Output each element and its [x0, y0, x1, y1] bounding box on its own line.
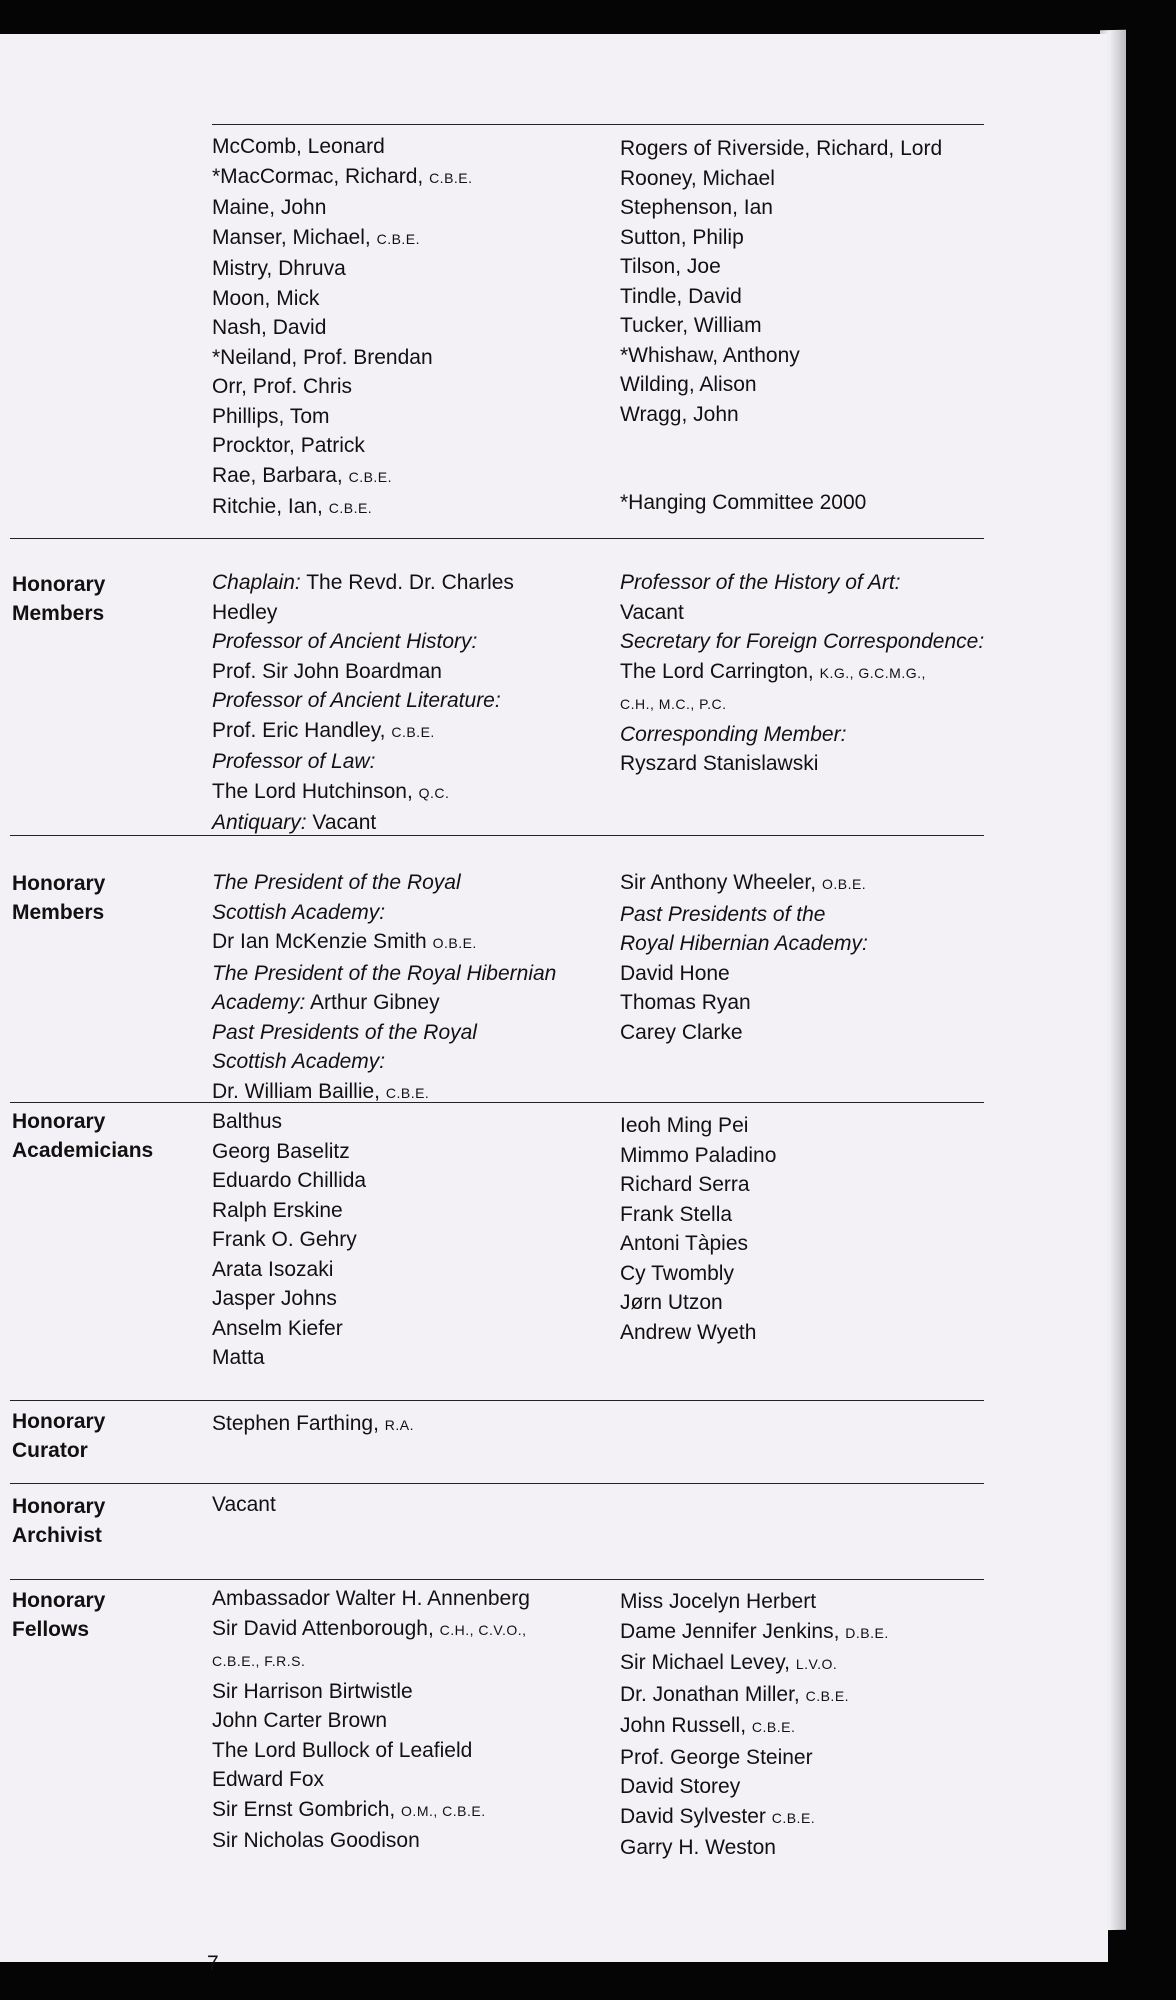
list-item — [620, 1200, 1020, 1230]
role-title: The President of the Royal Hibernian — [212, 961, 557, 985]
section-divider — [10, 538, 984, 539]
member-name: Ieoh Ming Pei — [620, 1114, 749, 1137]
list-item — [620, 959, 1020, 989]
list-item — [212, 431, 612, 461]
list-item — [620, 720, 1020, 750]
list-item — [212, 747, 612, 777]
honours-suffix: C.H., M.C., P.C. — [620, 696, 727, 712]
honours-suffix: C.B.E. — [805, 1687, 850, 1704]
member-name: *Whishaw, Anthony — [620, 343, 800, 367]
section-label: Honorary Archivist — [12, 1495, 106, 1547]
honours-suffix: O.B.E. — [821, 876, 867, 892]
list-item — [620, 900, 1020, 930]
honours-suffix: C.B.E., F.R.S. — [212, 1653, 306, 1669]
role-title: Secretary for Foreign Correspondence: — [620, 630, 985, 653]
honours-suffix: C.B.E. — [391, 723, 435, 740]
member-name: The Lord Bullock of Leafield — [212, 1738, 473, 1762]
list-item — [620, 1318, 1020, 1348]
list-item — [212, 868, 612, 898]
honours-suffix: L.V.O. — [795, 1656, 838, 1672]
list-item — [620, 1111, 1020, 1141]
list-item — [620, 1711, 1020, 1743]
member-name: Antoni Tàpies — [620, 1232, 749, 1255]
right-column — [620, 1587, 1020, 1863]
honours-suffix: D.B.E. — [845, 1624, 889, 1641]
section-label: Honorary Fellows — [12, 1589, 106, 1641]
member-name: Hedley — [212, 600, 278, 624]
list-item — [212, 1077, 612, 1109]
member-name: Maine, John — [212, 196, 327, 219]
honours-suffix: Q.C. — [418, 784, 450, 801]
member-name: Dr Ian McKenzie Smith — [212, 930, 433, 953]
member-name: Wragg, John — [620, 402, 739, 426]
member-name: *MacCormac, Richard, — [212, 164, 430, 188]
list-item — [212, 492, 612, 524]
list-item — [620, 400, 1020, 430]
list-item — [620, 311, 1020, 341]
list-item — [212, 1166, 612, 1196]
list-item — [212, 1018, 612, 1048]
left-column — [212, 1490, 612, 1520]
list-item — [620, 1743, 1020, 1773]
honours-suffix: C.B.E. — [376, 230, 421, 247]
list-item — [620, 749, 1020, 779]
left-column — [212, 868, 612, 1108]
member-name: John Russell, — [620, 1714, 752, 1737]
list-item — [212, 1584, 612, 1614]
list-item — [212, 898, 612, 928]
role-title: Antiquary: — [212, 811, 307, 834]
right-column — [620, 868, 1020, 1047]
list-item — [212, 1706, 612, 1736]
member-name: Edward Fox — [212, 1768, 325, 1791]
member-name: Georg Baselitz — [212, 1139, 350, 1163]
section-divider — [10, 1400, 984, 1401]
member-name: Frank O. Gehry — [212, 1228, 357, 1251]
member-name: Sir Ernst Gombrich, — [212, 1797, 402, 1821]
member-name: David Storey — [620, 1775, 741, 1798]
list-item — [620, 370, 1020, 400]
right-column — [620, 1111, 1020, 1347]
list-item — [212, 223, 612, 255]
list-item — [212, 598, 612, 628]
member-name: Rae, Barbara, — [212, 463, 349, 487]
list-item — [620, 688, 1020, 720]
list-item — [620, 1617, 1020, 1649]
list-item — [620, 1648, 1020, 1680]
member-name: Ritchie, Ian, — [212, 495, 329, 518]
member-name: Prof. Sir John Boardman — [212, 659, 442, 683]
role-title: Professor of Law: — [212, 750, 376, 773]
list-item — [212, 1677, 612, 1707]
left-column — [212, 1107, 612, 1373]
list-item — [620, 1170, 1020, 1200]
honours-suffix: C.B.E. — [771, 1809, 816, 1826]
member-name: *Hanging Committee 2000 — [620, 491, 867, 514]
section-label: Honorary Members — [12, 872, 106, 924]
member-name: Moon, Mick — [212, 286, 320, 310]
section-label: Honorary Academicians — [12, 1110, 154, 1162]
honours-suffix: O.B.E. — [432, 935, 477, 951]
member-name: Jørn Utzon — [620, 1291, 723, 1314]
honours-suffix: C.H., C.V.O., — [439, 1621, 527, 1638]
list-item — [620, 134, 1020, 164]
left-column — [212, 132, 612, 524]
member-name: Vacant — [306, 811, 377, 834]
list-item — [620, 1229, 1020, 1259]
list-item — [620, 1802, 1020, 1834]
section-divider — [212, 124, 984, 125]
list-item — [212, 1107, 612, 1137]
role-title: Professor of Ancient Literature: — [212, 689, 501, 712]
list-item — [212, 132, 612, 162]
list-item — [620, 868, 1020, 900]
list-item — [620, 988, 1020, 1018]
member-name: Mistry, Dhruva — [212, 257, 346, 280]
member-name: Orr, Prof. Chris — [212, 375, 353, 398]
honours-suffix: C.B.E. — [348, 468, 393, 485]
role-title: Past Presidents of the — [620, 902, 826, 926]
list-item — [212, 627, 612, 657]
list-item — [212, 1343, 612, 1373]
member-name: Ambassador Walter H. Annenberg — [212, 1587, 530, 1610]
member-name: Prof. Eric Handley, — [212, 718, 392, 742]
list-item — [212, 343, 612, 373]
list-item — [212, 1795, 612, 1827]
member-name: Richard Serra — [620, 1173, 750, 1196]
member-name: Carey Clarke — [620, 1020, 743, 1044]
list-item — [620, 1587, 1020, 1617]
role-title: Past Presidents of the Royal — [212, 1020, 477, 1044]
left-column — [212, 568, 612, 838]
list-item — [212, 1614, 612, 1646]
list-item — [212, 1225, 612, 1255]
member-name: Tilson, Joe — [620, 255, 721, 278]
member-name: John Carter Brown — [212, 1709, 388, 1732]
member-name: Arata Isozaki — [212, 1257, 334, 1281]
member-name: Ryszard Stanislawski — [620, 752, 819, 775]
section-label: Honorary Curator — [12, 1410, 106, 1462]
member-name: Jasper Johns — [212, 1287, 337, 1310]
list-item — [620, 1680, 1020, 1712]
member-name: Manser, Michael, — [212, 225, 377, 249]
honours-suffix: C.B.E. — [385, 1084, 430, 1101]
member-name: Andrew Wyeth — [620, 1320, 757, 1344]
list-item — [212, 808, 612, 838]
list-item — [212, 254, 612, 284]
section-divider — [10, 1102, 984, 1103]
member-name: Rooney, Michael — [620, 166, 775, 190]
list-item — [212, 927, 612, 959]
role-title: Royal Hibernian Academy: — [620, 932, 868, 955]
member-name: Thomas Ryan — [620, 991, 751, 1014]
honours-suffix: R.A. — [384, 1417, 415, 1433]
list-item — [212, 461, 612, 493]
role-title: Scottish Academy: — [212, 900, 386, 924]
member-name: Stephen Farthing, — [212, 1412, 385, 1435]
member-name: Garry H. Weston — [620, 1836, 776, 1859]
list-item — [212, 686, 612, 716]
list-item — [212, 1645, 612, 1677]
role-title: Scottish Academy: — [212, 1050, 386, 1073]
honours-suffix: O.M., C.B.E. — [401, 1802, 486, 1819]
member-name: Dr. William Baillie, — [212, 1079, 386, 1103]
member-name: Sir Michael Levey, — [620, 1651, 796, 1674]
section-divider — [10, 1579, 984, 1580]
member-name: Prof. George Steiner — [620, 1745, 813, 1769]
list-item — [212, 1736, 612, 1766]
right-column — [620, 568, 1020, 779]
left-column — [212, 1409, 612, 1441]
list-item — [620, 1288, 1020, 1318]
member-name: Arthur Gibney — [305, 991, 440, 1014]
member-name: Anselm Kiefer — [212, 1316, 343, 1340]
list-item — [212, 1196, 612, 1226]
list-item — [620, 598, 1020, 628]
list-item — [620, 252, 1020, 282]
honours-suffix: K.G., G.C.M.G., — [819, 664, 926, 681]
member-name: Tindle, David — [620, 284, 742, 308]
list-item — [212, 1137, 612, 1167]
list-item — [212, 777, 612, 809]
member-name: Sutton, Philip — [620, 225, 744, 249]
member-name: The Revd. Dr. Charles — [300, 571, 514, 594]
list-item — [620, 1259, 1020, 1289]
list-item — [212, 657, 612, 687]
list-item — [620, 459, 1020, 489]
member-name: Phillips, Tom — [212, 404, 330, 428]
right-column — [620, 134, 1020, 518]
list-item — [620, 1018, 1020, 1048]
role-title: Professor of the History of Art: — [620, 571, 901, 594]
role-title: Professor of Ancient History: — [212, 630, 478, 653]
member-name: Mimmo Paladino — [620, 1143, 777, 1167]
member-name: Sir Nicholas Goodison — [212, 1829, 420, 1852]
member-name: Tucker, William — [620, 314, 762, 337]
list-item — [620, 1772, 1020, 1802]
list-item — [620, 657, 1020, 689]
member-name: Frank Stella — [620, 1202, 733, 1226]
member-name: David Sylvester — [620, 1804, 772, 1828]
left-column — [212, 1584, 612, 1856]
member-name: Balthus — [212, 1110, 283, 1133]
member-name: The Lord Carrington, — [620, 659, 820, 683]
list-item — [212, 402, 612, 432]
list-item — [620, 1833, 1020, 1863]
page-number: 7 — [207, 1952, 219, 1975]
list-item — [212, 1490, 612, 1520]
member-name: Vacant — [620, 600, 684, 624]
member-name: Cy Twombly — [620, 1261, 734, 1285]
role-title: The President of the Royal — [212, 871, 461, 894]
list-item — [212, 1314, 612, 1344]
member-name: David Hone — [620, 961, 730, 985]
role-title: Chaplain: — [212, 571, 301, 594]
list-item — [620, 627, 1020, 657]
list-item — [212, 1284, 612, 1314]
list-item — [212, 716, 612, 748]
member-name: Dr. Jonathan Miller, — [620, 1682, 806, 1706]
member-name: McComb, Leonard — [212, 135, 385, 158]
member-name: Nash, David — [212, 316, 327, 339]
document-page — [0, 34, 1108, 1975]
list-item — [212, 1047, 612, 1077]
list-item — [212, 988, 612, 1018]
member-name: Matta — [212, 1346, 265, 1369]
member-name: Eduardo Chillida — [212, 1169, 367, 1192]
list-item — [212, 1765, 612, 1795]
list-item — [212, 568, 612, 598]
list-item — [620, 429, 1020, 459]
list-item — [212, 959, 612, 989]
list-item — [212, 372, 612, 402]
member-name: Dame Jennifer Jenkins, — [620, 1619, 846, 1643]
member-name: The Lord Hutchinson, — [212, 779, 419, 803]
list-item — [212, 313, 612, 343]
list-item — [620, 929, 1020, 959]
list-item — [620, 193, 1020, 223]
list-item — [620, 282, 1020, 312]
role-title: Academy: — [212, 991, 306, 1014]
list-item — [212, 193, 612, 223]
list-item — [620, 223, 1020, 253]
honours-suffix: C.B.E. — [429, 169, 473, 186]
list-item — [620, 164, 1020, 194]
honours-suffix: C.B.E. — [751, 1719, 796, 1735]
list-item — [620, 488, 1020, 518]
list-item — [620, 341, 1020, 371]
member-name: Sir Harrison Birtwistle — [212, 1679, 413, 1703]
list-item — [212, 1255, 612, 1285]
section-divider — [10, 1483, 984, 1484]
list-item — [212, 1826, 612, 1856]
list-item — [212, 1409, 612, 1441]
member-name: Procktor, Patrick — [212, 434, 365, 457]
role-title: Corresponding Member: — [620, 722, 847, 746]
list-item — [212, 284, 612, 314]
honours-suffix: C.B.E. — [328, 500, 373, 516]
list-item — [212, 162, 612, 194]
section-label: Honorary Members — [12, 573, 106, 625]
member-name: Miss Jocelyn Herbert — [620, 1590, 817, 1613]
section-divider — [10, 835, 984, 836]
member-name: Rogers of Riverside, Richard, Lord — [620, 137, 943, 160]
member-name: Ralph Erskine — [212, 1198, 343, 1222]
member-name: *Neiland, Prof. Brendan — [212, 345, 433, 369]
member-name: Sir David Attenborough, — [212, 1616, 440, 1640]
member-name: Wilding, Alison — [620, 373, 757, 396]
list-item — [620, 1141, 1020, 1171]
member-name: Sir Anthony Wheeler, — [620, 871, 822, 894]
member-name: Stephenson, Ian — [620, 196, 773, 219]
member-name: Vacant — [212, 1493, 276, 1516]
list-item — [620, 568, 1020, 598]
